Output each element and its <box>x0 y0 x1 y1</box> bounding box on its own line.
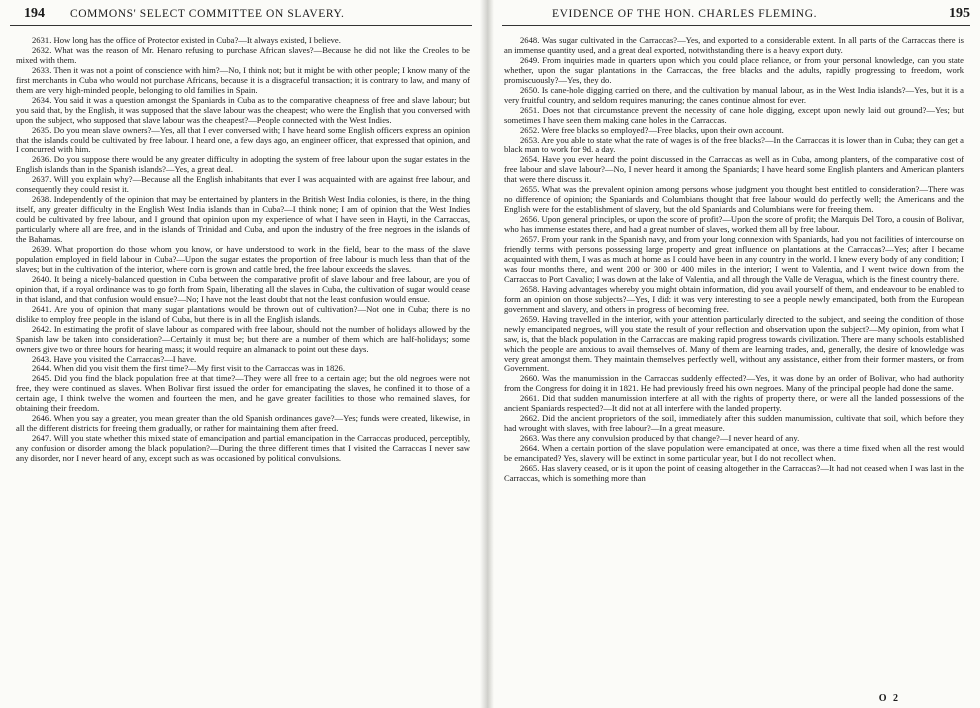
question-answer-paragraph: 2634. You said it was a question amongst the Spaniards in Cuba as to the comparative cheapness of free and slave labour; but you said that, by the English, it was supposed that the slave labour was the cheapest; who were the English that you conversed with upon the subject, who supposed that slave labour was the cheapest?—People connected with the West Indies. <box>16 94 470 125</box>
question-answer-paragraph: 2660. Was the manumission in the Carraccas suddenly effected?—Yes, it was done by an order of Bolivar, who had authority from the Congress for doing it in 1821. He had previously freed his own negroes. Many of the principal people had done the same. <box>504 373 964 394</box>
question-answer-paragraph: 2654. Have you ever heard the point discussed in the Carraccas as well as in Cuba, among planters, of the comparative cost of free labour and slave labour?—No, I never heard it among the Spaniards; I have heard some English planters and American planters that were there discuss it. <box>504 154 964 185</box>
left-page-number: 194 <box>24 6 45 21</box>
question-answer-paragraph: 2644. When did you visit them the first time?—My first visit to the Carraccas was in 1826. <box>32 363 345 374</box>
right-page-number: 195 <box>949 6 970 21</box>
question-answer-paragraph: 2656. Upon general principles, or upon the score of profit?—Upon the score of profit; the Marquis Del Toro, a cousin of Bolivar, who has immense estates there, and had a great number of slaves, worked them all by free labour. <box>504 214 964 235</box>
left-running-title: COMMONS' SELECT COMMITTEE ON SLAVERY. <box>70 8 345 20</box>
question-answer-paragraph: 2658. Having advantages whereby you might obtain information, did you avail yourself of them, and endeavour to be enabled to form an opinion on those subjects?—Yes, I did: it was very interesting to see a people newly emancipated, both from the European government and slavery, and others in progress of becoming free. <box>504 283 964 314</box>
question-answer-paragraph: 2665. Has slavery ceased, or is it upon the point of ceasing altogether in the Carraccas?—It had not ceased when I was last in the Carraccas, which is something more than <box>504 462 964 483</box>
question-answer-paragraph: 2633. Then it was not a point of conscience with him?—No, I think not; but it might be with other people; I know many of the first merchants in Cuba who would not purchase Africans, because it is a disgraceful transaction; it is contrary to law, and many of them are very high-minded people, belonging to old families in Spain. <box>16 64 470 95</box>
right-running-title: EVIDENCE OF THE HON. CHARLES FLEMING. <box>552 8 818 20</box>
question-answer-paragraph: 2643. Have you visited the Carraccas?—I have. <box>32 353 197 364</box>
question-answer-paragraph: 2635. Do you mean slave owners?—Yes, all that I ever conversed with; I have heard some English officers express an opinion that the islands could be cultivated by free labour. I heard one, a few days ago, an engineer officer, that expressed that opinion, and I concurred with him. <box>16 124 470 155</box>
left-header-rule <box>10 25 472 26</box>
right-page <box>492 0 980 708</box>
question-answer-paragraph: 2642. In estimating the profit of slave labour as compared with free labour, should not the number of holidays allowed by the Spanish law be taken into consideration?—Certainly it must be; but there are a number of them which are half-holidays; some owners give two or three hours for hearing mass; it would require an almanack to point out these days. <box>16 323 470 354</box>
question-answer-paragraph: 2649. From inquiries made in quarters upon which you could place reliance, or from your personal knowledge, can you state whether, upon the sugar plantations in the Carraccas, the free blacks and the adults, rapidly progressing to freedom, work promiscuously?—Yes, they do. <box>504 54 964 85</box>
question-answer-paragraph: 2636. Do you suppose there would be any greater difficulty in adopting the system of free labour upon the sugar estates in the English islands than in the Spanish islands?—Yes, a great deal. <box>16 154 470 175</box>
question-answer-paragraph: 2664. When a certain portion of the slave population were emancipated at once, was there a time fixed when all the rest would be emancipated? Yes, slavery will be extinct in some particular year, but I do not recollect when. <box>504 443 964 464</box>
question-answer-paragraph: 2655. What was the prevalent opinion among persons whose judgment you thought best entitled to consideration?—There was no difference of opinion; the Spaniards and Columbians thought that free labour would do perfectly well; the Americans and the English were for the establishment of slavery, but the old Spaniards and Columbians were for freeing them. <box>504 184 964 215</box>
left-page-header <box>0 0 482 22</box>
question-answer-paragraph: 2646. When you say a greater, you mean greater than the old Spanish ordinances gave?—Yes; funds were created, likewise, in all the different districts for freeing them gradually, or rather for maintaining them after freed. <box>16 413 470 434</box>
question-answer-paragraph: 2641. Are you of opinion that many sugar plantations would be thrown out of cultivation?—Not one in Cuba; there is no dislike to employ free people in the island of Cuba, but there is in all the English islands. <box>16 303 470 324</box>
question-answer-paragraph: 2631. How long has the office of Protector existed in Cuba?—It always existed, I believe. <box>32 35 341 45</box>
left-page-body <box>16 36 470 464</box>
question-answer-paragraph: 2638. Independently of the opinion that may be entertained by planters in the British West India colonies, is there, in the thing itself, any greater difficulty in the English West India islands than in Cuba?—I think none; I am of opinion that the West Indies could be cultivated by free labour, and I ground that opinion upon my experience of what I have seen in Hayti, in the Carraccas, particularly where all are free, and in the islands of Trinidad and Cuba, and upon the industry of the free negroes in the islands of the Bahamas. <box>16 194 470 245</box>
question-answer-paragraph: 2647. Will you state whether this mixed state of emancipation and partial emancipation in the Carraccas produced, perceptibly, any confusion or disorder among the black population?—During the three different times that I visited the Carraccas I never saw any disorder, nor I never heard of any, except such as was occasioned by political convulsions. <box>16 433 470 464</box>
question-answer-paragraph: 2648. Was sugar cultivated in the Carraccas?—Yes, and exported to a considerable extent. In all parts of the Carraccas there is an immense quantity used, and a great deal exported, notwithstanding there is a heavy export duty. <box>504 35 964 55</box>
question-answer-paragraph: 2639. What proportion do those whom you know, or have understood to work in the field, bear to the mass of the slave population employed in field labour in Cuba?—Upon the sugar estates the proportion of free labour is much less than that of the slaves; but in the cultivation of the interior, where corn is grown and cattle bred, the free labour exceeds the slaves. <box>16 244 470 274</box>
question-answer-paragraph: 2645. Did you find the black population free at that time?—They were all free to a certain age; but the old negroes were not free, they were continued as slaves. When Bolivar first issued the order for emancipating the slaves, he confined it to those of a certain age, I think twelve the women and fourteen the men, and he gave greater facilities to those who remained slaves, for obtaining their freedom. <box>16 373 470 414</box>
right-header-rule <box>502 25 970 26</box>
question-answer-paragraph: 2659. Having travelled in the interior, with your attention particularly directed to the subject, and seeing the condition of those newly emancipated negroes, will you state the result of your reflection and observation upon the subject?—My opinion, from what I saw, is, that the black population in the Carraccas are making rapid progress towards civilization. There are many schools established which the people are anxious to avail themselves of. Many of them are learning trades, and, generally, the desire of knowledge was very great amongst them. They maintain themselves perfectly well, without any assistance, either from their former masters, or from Government. <box>504 313 964 374</box>
signature-mark: O 2 <box>878 693 900 704</box>
question-answer-paragraph: 2640. It being a nicely-balanced question in Cuba between the comparative profit of slave labour and free labour, are you of opinion that, if a royal ordinance was to go forth from Spain, liberating all the slaves in Cuba, the cultivation of sugar would cease in that island, and that confusion would ensue?—No; I have not the least doubt that not the least confusion would ensue. <box>16 273 470 304</box>
question-answer-paragraph: 2663. Was there any convulsion produced by that change?—I never heard of any. <box>520 433 800 444</box>
question-answer-paragraph: 2657. From your rank in the Spanish navy, and from your long connexion with Spaniards, had you not facilities of intercourse on friendly terms with persons possessing large property and great influence on plantations at the Carraccas?—Yes; after I became acquainted with them, I was as much at home as I could have been in any country in the world. I knew every body of any condition; I was four months there, and went 200 or 300 or 400 miles in the interior; I went to Valentia, and I went twice down from the Carraccas to Port Cavalio; I was down at the lake of Valentia, and all through the Valle de Veragua, which is the finest country there. <box>504 234 964 284</box>
question-answer-paragraph: 2637. Will you explain why?—Because all the English inhabitants that ever I was acquainted with are against free labour, and consequently they could resist it. <box>16 174 470 195</box>
question-answer-paragraph: 2632. What was the reason of Mr. Henaro refusing to purchase African slaves?—Because he did not like the Creoles to be mixed with them. <box>16 44 470 65</box>
question-answer-paragraph: 2652. Were free blacks so employed?—Free blacks, upon their own account. <box>520 124 784 135</box>
question-answer-paragraph: 2650. Is cane-hole digging carried on there, and the cultivation by manual labour, as in the West India islands?—Yes, but it is a very fruitful country, and seldom requires manuring; the canes continue almost for ever. <box>504 84 964 105</box>
left-page <box>0 0 482 708</box>
right-page-header <box>492 0 980 22</box>
right-page-body <box>504 36 964 484</box>
question-answer-paragraph: 2661. Did that sudden manumission interfere at all with the rights of property there, or were all the landed possessions of the ancient Spaniards respected?—It did not at all interfere with the landed property. <box>504 393 964 414</box>
question-answer-paragraph: 2653. Are you able to state what the rate of wages is of the free blacks?—In the Carraccas it is lower than in Cuba; they can get a black man to work for 9d. a day. <box>504 134 964 155</box>
question-answer-paragraph: 2651. Does not that circumstance prevent the necessity of cane hole digging, except upon newly laid out ground?—Yes; but sometimes I have seen them making cane holes in the Carraccas. <box>504 104 964 125</box>
question-answer-paragraph: 2662. Did the ancient proprietors of the soil, immediately after this sudden manumission, cultivate that soil, which before they had wrought with slaves, with free labour?—In a great measure. <box>504 413 964 434</box>
